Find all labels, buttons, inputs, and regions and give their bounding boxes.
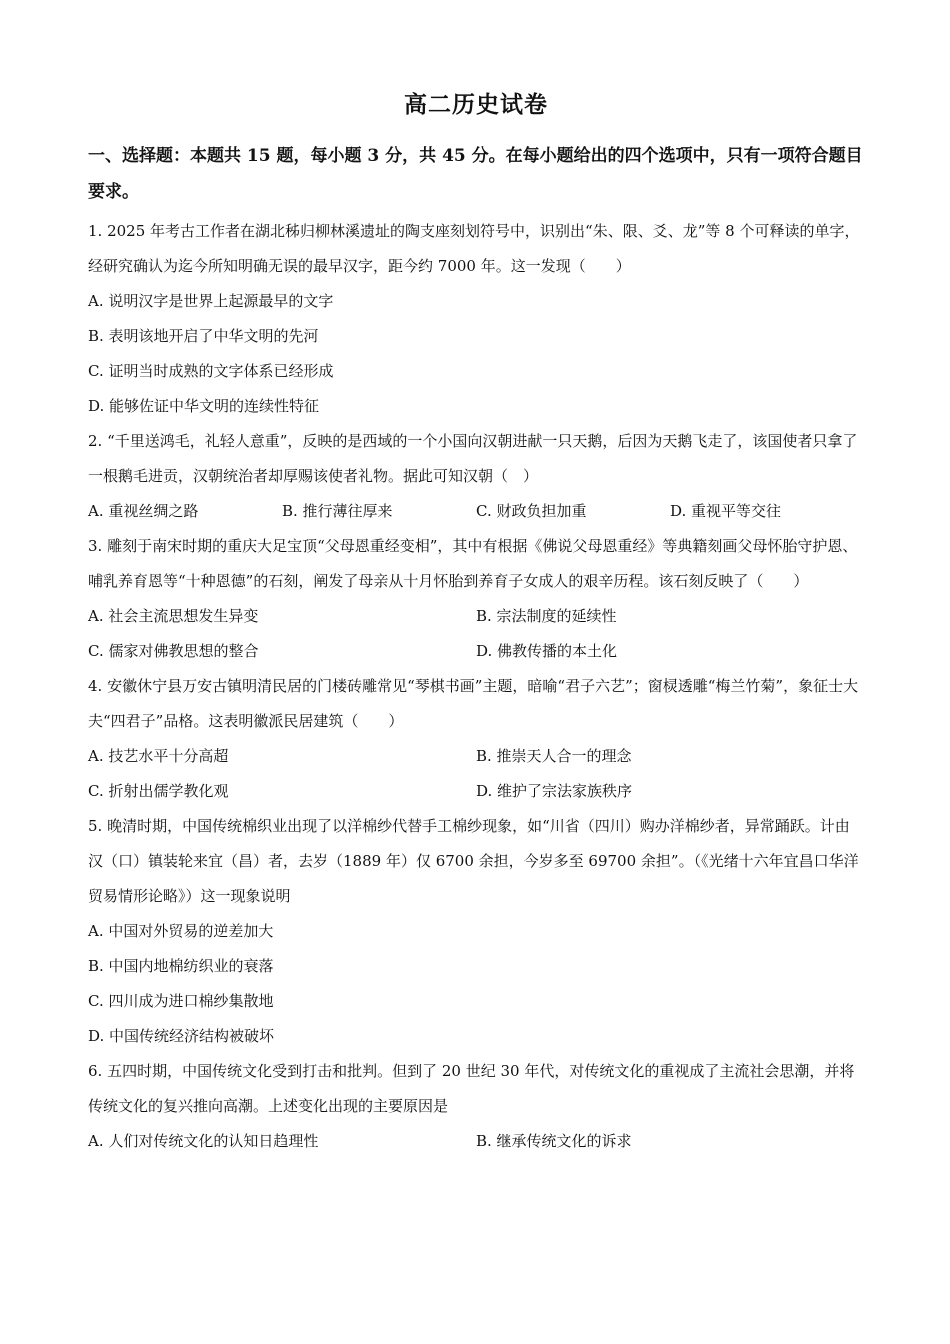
question-stem: 3. 雕刻于南宋时期的重庆大足宝顶“父母恩重经变相”，其中有根据《佛说父母恩重经》等典籍刻画父母怀胎守护恩、哺乳养育恩等“十种恩德”的石刻，阐发了母亲从十月怀胎到养育子女成人的艰辛历程。该石刻反映了（ ） bbox=[88, 537, 858, 590]
question-1 bbox=[88, 214, 864, 424]
option-b: B. 表明该地开启了中华文明的先河 bbox=[88, 327, 319, 345]
option-d: D. 中国传统经济结构被破坏 bbox=[88, 1027, 275, 1045]
section-heading: 一、选择题：本题共 15 题，每小题 3 分，共 45 分。在每小题给出的四个选项中，只有一项符合题目要求。 bbox=[88, 146, 863, 202]
question-stem: 2. “千里送鸿毛，礼轻人意重”，反映的是西域的一个小国向汉朝进献一只天鹅，后因为天鹅飞走了，该国使者只拿了一根鹅毛进贡，汉朝统治者却厚赐该使者礼物。据此可知汉朝（ ） bbox=[88, 432, 858, 485]
option-c: C. 证明当时成熟的文字体系已经形成 bbox=[88, 362, 334, 380]
option-a: A. 人们对传统文化的认知日趋理性 bbox=[88, 1132, 319, 1150]
option-d: D. 佛教传播的本土化 bbox=[476, 642, 618, 660]
question-4 bbox=[88, 669, 864, 809]
option-c: C. 财政负担加重 bbox=[476, 502, 587, 520]
question-5 bbox=[88, 809, 864, 1054]
option-b: B. 推崇天人合一的理念 bbox=[476, 747, 632, 765]
question-stem: 4. 安徽休宁县万安古镇明清民居的门楼砖雕常见“琴棋书画”主题，暗喻“君子六艺”；窗棂透雕“梅兰竹菊”，象征士大夫“四君子”品格。这表明徽派民居建筑（ ） bbox=[88, 677, 859, 730]
exam-page bbox=[88, 86, 864, 1159]
question-3 bbox=[88, 529, 864, 669]
question-2 bbox=[88, 424, 864, 529]
option-b: B. 推行薄往厚来 bbox=[282, 502, 393, 520]
option-d: D. 能够佐证中华文明的连续性特征 bbox=[88, 397, 320, 415]
option-a: A. 说明汉字是世界上起源最早的文字 bbox=[88, 292, 334, 310]
option-c: C. 儒家对佛教思想的整合 bbox=[88, 642, 259, 660]
question-stem: 5. 晚清时期，中国传统棉织业出现了以洋棉纱代替手工棉纱现象，如“川省（四川）购办洋棉纱者，异常踊跃。计由汉（口）镇装轮来宜（昌）者，去岁（1889 年）仅 6700 余担，今岁多至 69700 余担”。（《光绪十六年宜昌口华洋贸易情形论略》）这一现象说明 bbox=[88, 817, 859, 905]
options-grid bbox=[88, 599, 864, 669]
option-d: D. 维护了宗法家族秩序 bbox=[476, 782, 633, 800]
question-stem: 6. 五四时期，中国传统文化受到打击和批判。但到了 20 世纪 30 年代，对传统文化的重视成了主流社会思潮，并将传统文化的复兴推向高潮。上述变化出现的主要原因是 bbox=[88, 1062, 855, 1115]
page-title: 高二历史试卷 bbox=[404, 91, 548, 118]
option-c: C. 四川成为进口棉纱集散地 bbox=[88, 992, 274, 1010]
options-row bbox=[88, 494, 864, 529]
options-grid bbox=[88, 739, 864, 809]
option-b: B. 中国内地棉纺织业的衰落 bbox=[88, 957, 274, 975]
question-stem: 1. 2025 年考古工作者在湖北秭归柳林溪遗址的陶支座刻划符号中，识别出“朱、限、爻、龙”等 8 个可释读的单字，经研究确认为迄今所知明确无误的最早汉字，距今约 7000 年。这一发现（ ） bbox=[88, 222, 860, 275]
option-a: A. 技艺水平十分高超 bbox=[88, 747, 229, 765]
option-a: A. 重视丝绸之路 bbox=[88, 502, 199, 520]
option-b: B. 宗法制度的延续性 bbox=[476, 607, 617, 625]
option-a: A. 社会主流思想发生异变 bbox=[88, 607, 259, 625]
option-c: C. 折射出儒学教化观 bbox=[88, 782, 229, 800]
option-a: A. 中国对外贸易的逆差加大 bbox=[88, 922, 274, 940]
question-6 bbox=[88, 1054, 864, 1159]
option-b: B. 继承传统文化的诉求 bbox=[476, 1132, 632, 1150]
option-d: D. 重视平等交往 bbox=[670, 502, 782, 520]
options-grid bbox=[88, 1124, 864, 1159]
